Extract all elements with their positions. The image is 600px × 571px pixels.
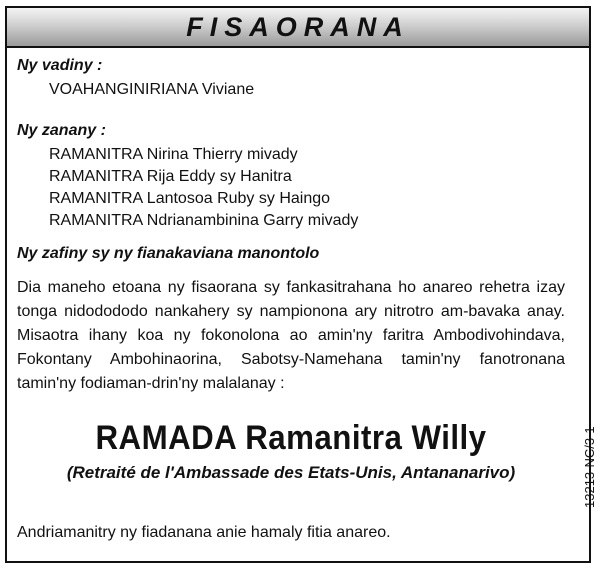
paragraph-line: drin'ny malalanay : xyxy=(151,375,285,392)
deceased-note: (Retraité de l'Ambassade des Etats-Unis, Antananarivo) xyxy=(66,463,516,482)
list-item: VOAHANGINIRIANA Viviane xyxy=(49,81,255,98)
notice-title: FISAORANA xyxy=(186,11,410,42)
list-item: RAMANITRA Nirina Thierry mivady xyxy=(49,146,298,163)
notice-content xyxy=(17,56,565,484)
list-item: RAMANITRA Ndrianambinina Garry mivady xyxy=(49,212,359,229)
widow-list xyxy=(17,79,565,101)
list-item: RAMANITRA Rija Eddy sy Hanitra xyxy=(49,168,292,185)
paragraph-line: nidodododo nankahery sy nampionona ary nitrotro am-bavaka anay. Misaotra xyxy=(17,303,566,344)
list-item: RAMANITRA Lantosoa Ruby sy Haingo xyxy=(49,190,331,207)
deceased-name: RAMADA Ramanitra Willy xyxy=(95,419,487,457)
reference-code: 13213-NC/3-1 xyxy=(582,426,597,508)
thanks-paragraph xyxy=(17,276,565,396)
widow-heading: Ny vadiny : xyxy=(17,57,103,74)
paragraph-line: ihany koa ny fokonolona ao amin'ny faritra Ambodivohindava, Fokontany xyxy=(17,327,565,368)
paragraph-line: Ambohinaorina, Sabotsy-Namehana tamin'ny fanotronana tamin'ny fodiaman- xyxy=(17,351,565,392)
children-list xyxy=(17,144,565,232)
children-heading: Ny zanany : xyxy=(17,122,106,139)
title-banner xyxy=(7,8,589,48)
family-heading: Ny zafiny sy ny fianakaviana manontolo xyxy=(17,245,320,262)
closing-text: Andriamanitry ny fiadanana anie hamaly fitia anareo. xyxy=(17,524,391,541)
paragraph-line: Dia maneho etoana ny fisaorana sy fankasitrahana ho anareo rehetra izay tonga xyxy=(17,279,565,320)
notice-frame xyxy=(5,6,597,563)
